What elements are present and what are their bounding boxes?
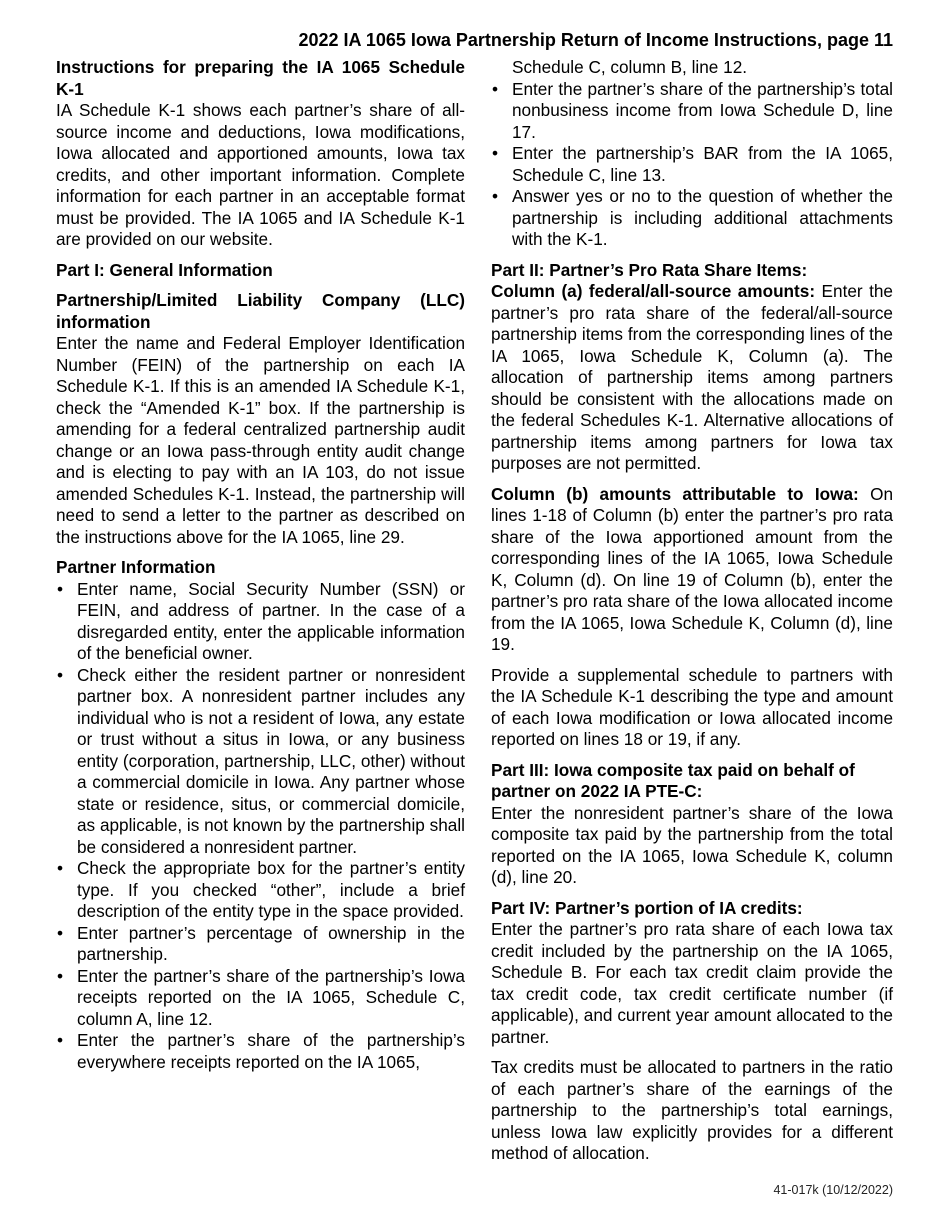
right-column (491, 57, 893, 1165)
page-header: 2022 IA 1065 Iowa Partnership Return of Income Instructions, page 11 (298, 30, 893, 50)
left-column (56, 57, 465, 1073)
continued-list-text: Schedule C, column B, line 12. (512, 57, 748, 77)
column-b-paragraph (491, 484, 893, 656)
part2-heading: Part II: Partner’s Pro Rata Share Items: (491, 259, 808, 280)
column-b-label: Column (b) amounts attributable to Iowa: (491, 483, 859, 504)
column-a-label: Column (a) federal/all-source amounts: (491, 281, 816, 301)
partner-info-list (56, 579, 465, 1074)
list-item: • Check the appropriate box for the partner’s entity type. If you checked “other”, include a brief description of the entity type in the space provided. (56, 858, 465, 923)
llc-info-paragraph: Enter the name and Federal Employer Identification Number (FEIN) of the partnership on each IA Schedule K-1. If this is an amended IA Schedule K-1, check the “Amended K-1” box. If the partnership is amending for a federal centralized partnership audit change or an Iowa pass-through entity audit change and is electing to pay with an IA 103, do not issue amended Schedules K-1. Instead, the partnership will need to send a letter to the partner as described on the instructions above for the IA 1065, line 29. (56, 333, 465, 547)
column-b-text: On lines 1-18 of Column (b) enter the partner’s pro rata share of the Iowa apportioned amount from the corresponding lines of the IA 1065, Iowa Schedule K, Column (d). On line 19 of Column (b), enter the partner’s pro rata share of the Iowa allocated income from the IA 1065, Iowa Schedule K, Column (d), line 19. (491, 483, 894, 654)
credit-allocation-paragraph: Tax credits must be allocated to partners in the ratio of each partner’s share of the earnings of the partnership to the partnership’s total earnings, unless Iowa law explicitly provides for a different method of allocation. (491, 1057, 893, 1163)
column-a-paragraph (491, 281, 893, 475)
list-item: • Enter the partner’s share of the partnership’s Iowa receipts reported on the IA 1065, Schedule C, column A, line 12. (56, 966, 465, 1031)
list-item: • Check either the resident partner or nonresident partner box. A nonresident partner includes any individual who is not a resident of Iowa, any estate or trust without a situs in Iowa, or any business entity (corporation, partnership, LLC, other) without a commercial domicile in Iowa. Any partner whose state or residence, situs, or commercial domicile, as applicable, is not known by the partnership shall be considered a nonresident partner. (56, 665, 465, 859)
list-item: • Enter name, Social Security Number (SSN) or FEIN, and address of partner. In the case of a disregarded entity, enter the applicable information of the beneficial owner. (56, 579, 465, 665)
partner-info-heading: Partner Information (56, 557, 216, 577)
list-item: • Enter the partner’s share of the partnership’s everywhere receipts reported on the IA 1065, (56, 1030, 465, 1073)
k1-intro-paragraph: IA Schedule K-1 shows each partner’s share of all-source income and deductions, Iowa modifications, Iowa allocated and apportioned amounts, Iowa tax credits, and other important information. Complete information for each partner in an acceptable format must be provided. The IA 1065 and IA Schedule K-1 are provided on our website. (56, 100, 465, 249)
list-item: • Enter the partnership’s BAR from the IA 1065, Schedule C, line 13. (491, 143, 893, 186)
part3-paragraph: Enter the nonresident partner’s share of the Iowa composite tax paid by the partnership from the total reported on the IA 1065, Iowa Schedule K, column (d), line 20. (491, 802, 893, 887)
supplemental-schedule-paragraph: Provide a supplemental schedule to partners with the IA Schedule K-1 describing the type and amount of each Iowa modification or Iowa allocated income reported on lines 18 or 19, if any. (491, 664, 893, 749)
part3-heading: Part III: Iowa composite tax paid on behalf of partner on 2022 IA PTE-C: (491, 759, 855, 801)
list-item: • Answer yes or no to the question of whether the partnership is including additional attachments with the K-1. (491, 186, 893, 251)
list-item: • Enter partner’s percentage of ownership in the partnership. (56, 923, 465, 966)
k1-instructions-heading: Instructions for preparing the IA 1065 Schedule K-1 (56, 57, 465, 99)
form-id-footer: 41-017k (10/12/2022) (773, 1183, 893, 1197)
column-a-text: Enter the partner’s pro rata share of the federal/all-source partnership items from the corresponding lines of the IA 1065, Iowa Schedule K, Column (a). The allocation of partnership items among partners should be consistent with the allocations made on the federal Schedules K-1. Alternative allocations of partnership items among partners for Iowa tax purposes are not permitted. (491, 281, 893, 473)
list-item: • Enter the partner’s share of the partnership’s total nonbusiness income from Iowa Schedule D, line 17. (491, 79, 893, 144)
partner-info-list-continued (491, 79, 893, 251)
part4-heading: Part IV: Partner’s portion of IA credits: (491, 897, 803, 918)
part4-paragraph: Enter the partner’s pro rata share of each Iowa tax credit included by the partnership on the IA 1065, Schedule B. For each tax credit claim provide the tax credit code, tax credit certificate number (if applicable), and current year amount allocated to the partner. (491, 919, 893, 1047)
part1-heading: Part I: General Information (56, 259, 273, 280)
llc-info-heading: Partnership/Limited Liability Company (LLC) information (56, 290, 465, 332)
